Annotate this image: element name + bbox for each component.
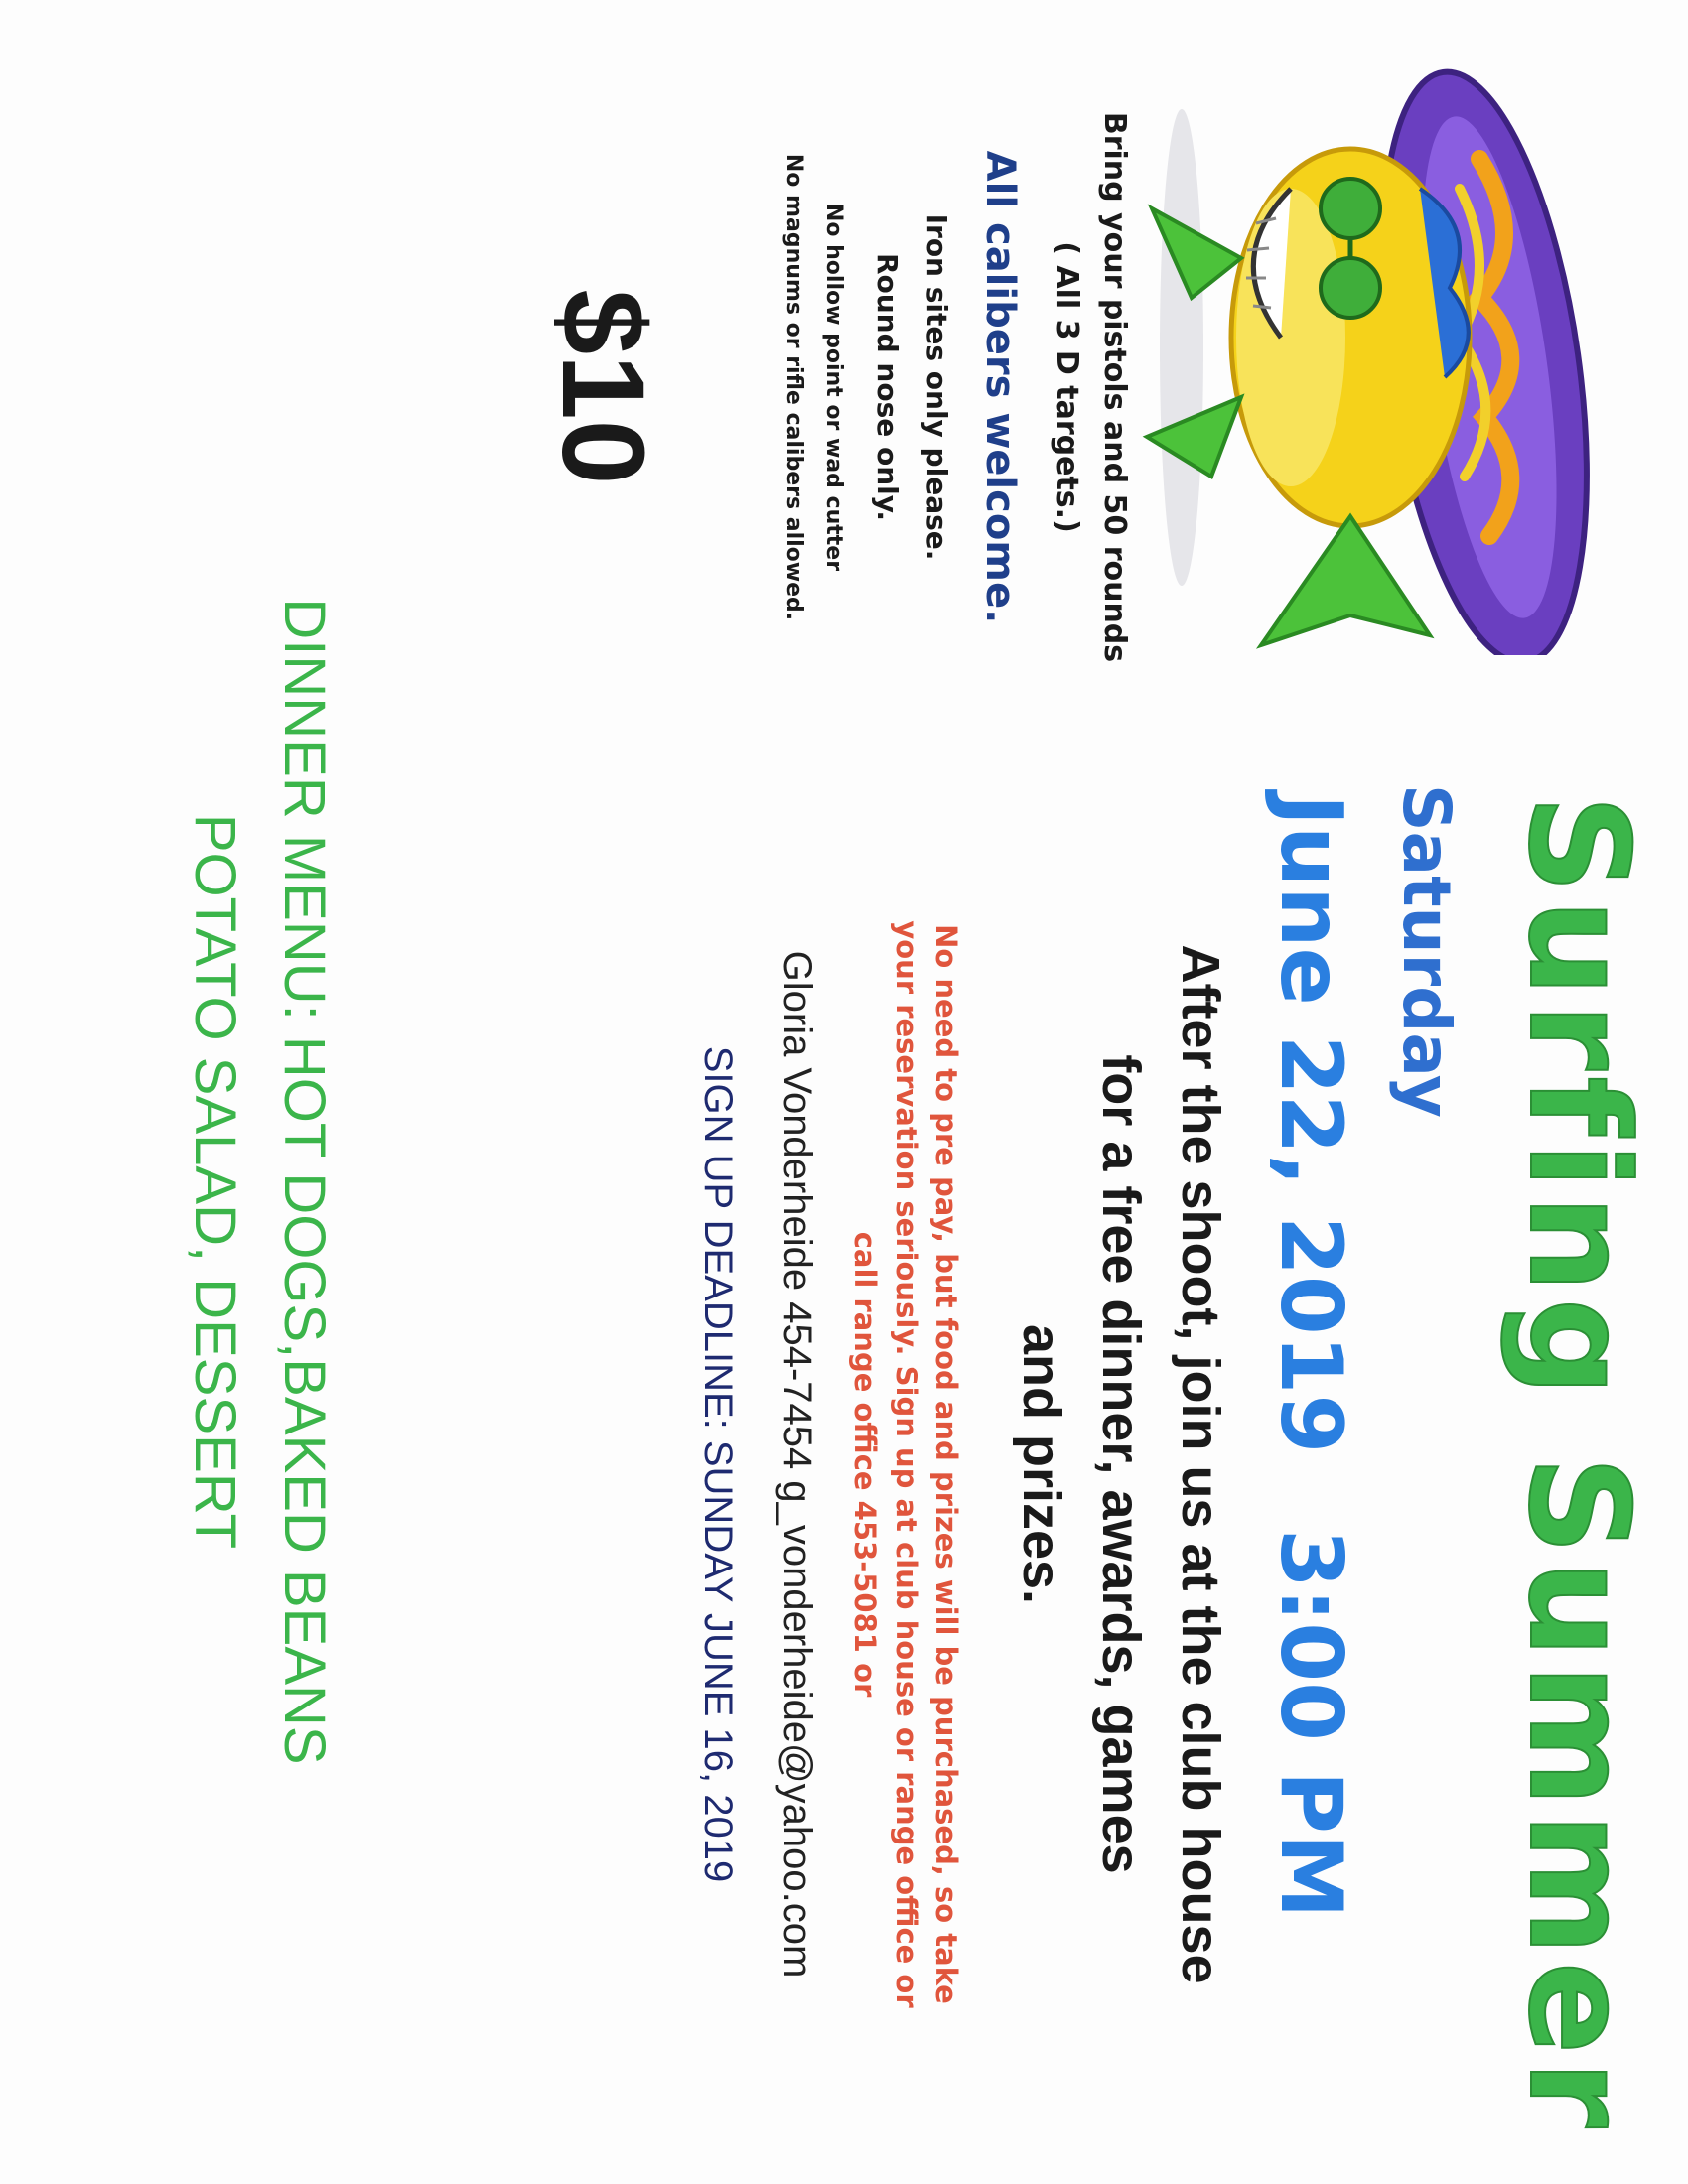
event-day: Saturday [1388,784,1465,1118]
dinner-menu-line: POTATO SALAD, DESSERT [183,813,247,1550]
event-title: Surfing Summer [1498,794,1658,2134]
targets-note: ( All 3 D targets.) [1050,241,1084,533]
surfing-fish-icon [1132,40,1648,655]
reservation-notice-line: No need to pre pay, but food and prizes will be purchased, so take [929,924,963,2004]
event-date: June 22, 2019 [1261,794,1360,1454]
after-shoot-line: After the shoot, join us at the club house [1171,944,1230,1984]
calibers-welcome: All calibers welcome. [977,150,1023,624]
event-time: 3:00 PM [1261,1529,1360,1919]
hollow-point-rule: No hollow point or wad cutter [821,203,846,572]
reservation-notice-line: call range office 453-5081 or [848,1231,882,1698]
reservation-notice-line: your reservation seriously. Sign up at club house or range office or [890,920,923,2008]
bring-pistols-text: Bring your pistols and 50 rounds [1097,111,1132,663]
signup-deadline: SIGN UP DEADLINE: SUNDAY JUNE 16, 2019 [696,1045,740,1883]
after-shoot-line: for a free dinner, awards, games [1091,1054,1151,1874]
price: $10 [537,289,668,485]
iron-sites-rule: Iron sites only please. [920,213,953,561]
dinner-menu-line: DINNER MENU: HOT DOGS,BAKED BEANS [272,598,337,1765]
round-nose-rule: Round nose only. [871,252,904,522]
contact-info: Gloria Vonderheide 454-7454 g_vonderheide@yahoo.com [775,950,819,1979]
after-shoot-line: and prizes. [1012,1323,1071,1605]
magnums-rule: No magnums or rifle calibers allowed. [781,153,806,621]
